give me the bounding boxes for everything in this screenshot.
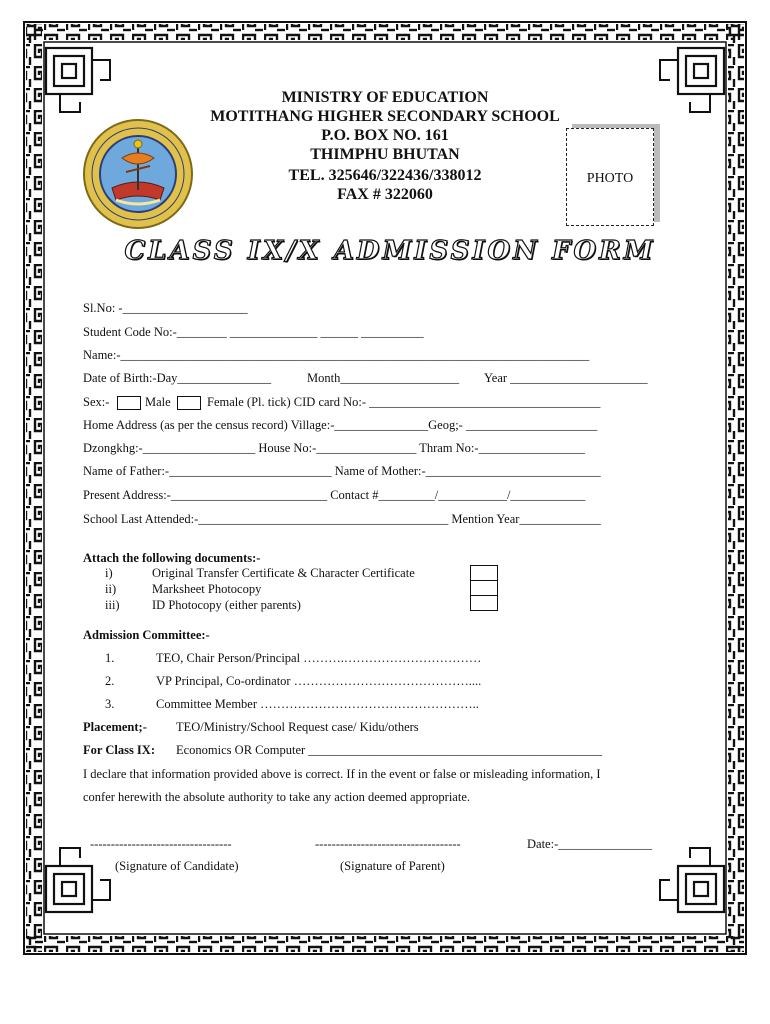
committee-heading: Admission Committee:- <box>83 628 210 642</box>
document-checkbox-2[interactable] <box>470 580 498 596</box>
dob-year-field[interactable]: Year ______________________ <box>484 371 648 385</box>
name-field[interactable]: Name:-___________________________________________________________________________ <box>83 348 590 362</box>
committee-member-2: VP Principal, Co-ordinator …………………………………….... <box>156 674 482 688</box>
document-checkbox-3[interactable] <box>470 595 498 611</box>
document-item-3: ID Photocopy (either parents) <box>152 598 301 612</box>
fax-heading: FAX # 322060 <box>337 186 433 203</box>
committee-member-3: Committee Member …………………………………………….. <box>156 697 479 711</box>
committee-num-3: 3. <box>105 697 115 711</box>
student-code-field[interactable]: Student Code No:-________ ______________ ______ __________ <box>83 325 424 339</box>
document-num-2: ii) <box>105 582 117 596</box>
dzongkhag-field[interactable]: Dzongkhg:-__________________ House No:-________________ Thram No:-_________________ <box>83 441 585 455</box>
female-checkbox[interactable] <box>177 396 201 410</box>
candidate-signature-label: (Signature of Candidate) <box>115 859 239 873</box>
male-checkbox[interactable] <box>117 396 141 410</box>
parents-name-field[interactable]: Name of Father:-__________________________ Name of Mother:-____________________________ <box>83 464 601 478</box>
parent-signature-line[interactable]: ----------------------------------- <box>315 837 461 851</box>
sex-label: Sex:- <box>83 395 110 409</box>
declaration-line-2: confer herewith the absolute authority to take any action deemed appropriate. <box>83 790 470 804</box>
document-checkbox-1[interactable] <box>470 565 498 581</box>
photo-box[interactable] <box>566 128 654 226</box>
home-address-field[interactable]: Home Address (as per the census record) Village:-_______________Geog;- _____________________ <box>83 418 598 432</box>
dob-month-field[interactable]: Month___________________ <box>307 371 460 385</box>
document-num-3: iii) <box>105 598 120 612</box>
telephone-heading: TEL. 325646/322436/338012 <box>288 167 482 184</box>
class-ix-label: For Class IX: <box>83 743 155 757</box>
candidate-signature-line[interactable]: ---------------------------------- <box>90 837 232 851</box>
dob-day-field[interactable]: Date of Birth:-Day_______________ <box>83 371 272 385</box>
form-title: CLASS IX/X ADMISSION FORM <box>124 236 656 266</box>
school-last-attended-field[interactable]: School Last Attended:-________________________________________ Mention Year_____________ <box>83 512 601 526</box>
declaration-line-1: I declare that information provided above is correct. If in the event or false or misleading information, I <box>83 767 601 781</box>
placement-label: Placement;- <box>83 720 147 734</box>
female-cid-field[interactable]: Female (Pl. tick) CID card No:- _____________________________________ <box>207 395 601 409</box>
serial-number-field[interactable]: Sl.No: -____________________ <box>83 301 248 315</box>
male-label: Male <box>145 395 171 409</box>
present-address-field[interactable]: Present Address:-_________________________ Contact #_________/___________/____________ <box>83 488 586 502</box>
placement-options: TEO/Ministry/School Request case/ Kidu/others <box>176 720 419 734</box>
school-name-heading: MOTITHANG HIGHER SECONDARY SCHOOL <box>210 108 560 125</box>
date-field[interactable]: Date:-_______________ <box>527 837 652 851</box>
photo-label: PHOTO <box>586 171 634 186</box>
committee-member-1: TEO, Chair Person/Principal ……….…………………………… <box>156 651 482 665</box>
document-item-1: Original Transfer Certificate & Character Certificate <box>152 566 415 580</box>
parent-signature-label: (Signature of Parent) <box>340 859 445 873</box>
document-num-1: i) <box>105 566 113 580</box>
committee-num-1: 1. <box>105 651 115 665</box>
document-item-2: Marksheet Photocopy <box>152 582 262 596</box>
documents-heading: Attach the following documents:- <box>83 551 261 565</box>
ministry-heading: MINISTRY OF EDUCATION <box>281 89 489 106</box>
city-heading: THIMPHU BHUTAN <box>310 146 460 163</box>
po-box-heading: P.O. BOX NO. 161 <box>321 127 449 144</box>
class-ix-subject-field[interactable]: Economics OR Computer _______________________________________________ <box>176 743 603 757</box>
committee-num-2: 2. <box>105 674 115 688</box>
